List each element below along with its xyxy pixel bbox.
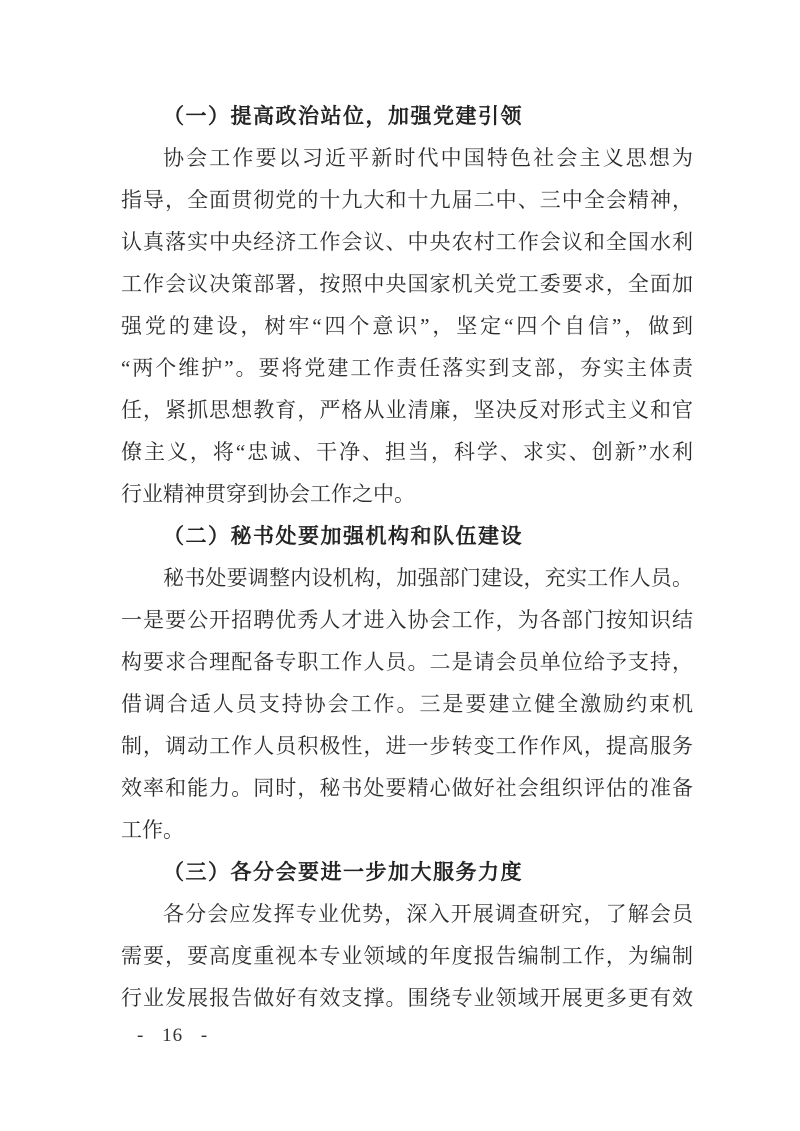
section-heading: （三）各分会要进一步加大服务力度 bbox=[163, 860, 523, 884]
text-line: 协会工作要以习近平新时代中国特色社会主义思想为 bbox=[163, 146, 693, 170]
text-line: 行业精神贯穿到协会工作之中。 bbox=[121, 482, 415, 506]
text-line: 效率和能力。同时，秘书处要精心做好社会组织评估的准备 bbox=[121, 776, 693, 800]
text-line: 借调合适人员支持协会工作。三是要建立健全激励约束机 bbox=[121, 692, 693, 716]
text-line: 任，紧抓思想教育，严格从业清廉，坚决反对形式主义和官 bbox=[121, 398, 693, 422]
text-line: 工作。 bbox=[121, 818, 184, 842]
text-line: 制，调动工作人员积极性，进一步转变工作作风，提高服务 bbox=[121, 734, 693, 758]
section-heading: （一）提高政治站位，加强党建引领 bbox=[163, 104, 523, 128]
text-line: 强党的建设，树牢“四个意识”，坚定“四个自信”，做到 bbox=[121, 314, 693, 338]
text-line: 各分会应发挥专业优势，深入开展调查研究，了解会员 bbox=[163, 902, 693, 926]
text-line: 秘书处要调整内设机构，加强部门建设，充实工作人员。 bbox=[163, 566, 693, 590]
text-line: 指导，全面贯彻党的十九大和十九届二中、三中全会精神， bbox=[121, 188, 693, 212]
text-line: 工作会议决策部署，按照中央国家机关党工委要求，全面加 bbox=[121, 272, 693, 296]
text-line: “两个维护”。要将党建工作责任落实到支部，夯实主体责 bbox=[121, 356, 693, 380]
document-body bbox=[121, 95, 693, 1019]
page-number: - 16 - bbox=[137, 1025, 209, 1046]
text-line: 僚主义，将“忠诚、干净、担当，科学、求实、创新”水利 bbox=[121, 440, 693, 464]
text-line: 认真落实中央经济工作会议、中央农村工作会议和全国水利 bbox=[121, 230, 693, 254]
section-heading: （二）秘书处要加强机构和队伍建设 bbox=[163, 524, 523, 548]
text-line: 构要求合理配备专职工作人员。二是请会员单位给予支持， bbox=[121, 650, 693, 674]
text-line: 行业发展报告做好有效支撑。围绕专业领域开展更多更有效 bbox=[121, 986, 693, 1010]
text-line: 一是要公开招聘优秀人才进入协会工作，为各部门按知识结 bbox=[121, 608, 693, 632]
text-line: 需要，要高度重视本专业领域的年度报告编制工作，为编制 bbox=[121, 944, 693, 968]
